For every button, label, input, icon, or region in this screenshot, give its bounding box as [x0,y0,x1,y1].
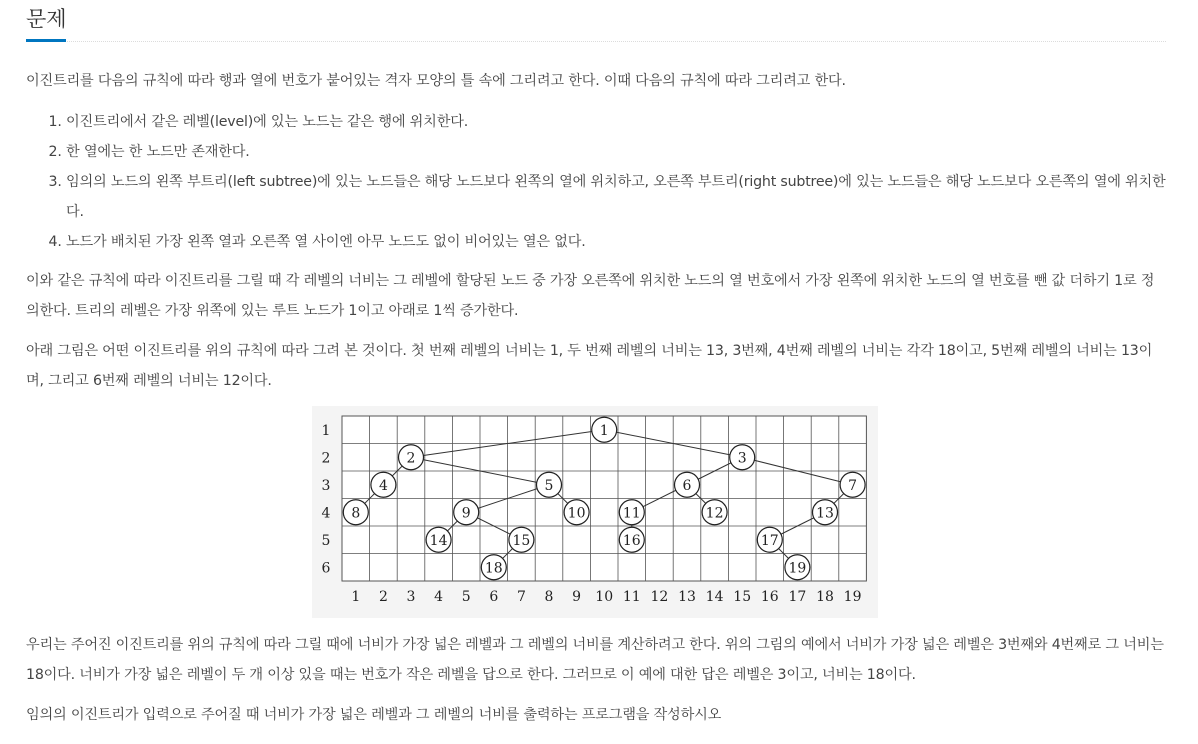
tree-node-label: 10 [567,505,586,522]
rules-list [26,107,1166,257]
row-label: 1 [321,422,331,439]
tree-node-label: 5 [544,477,554,494]
task-explanation-paragraph: 우리는 주어진 이진트리를 위의 규칙에 따라 그릴 때에 너비가 가장 넓은 레벨과 그 레벨의 너비를 계산하려고 한다. 위의 그림의 예에서 너비가 가장 넓은 레벨은 3번째와 4번째로 그 너비는 18이다. 너비가 가장 넓은 레벨이 두 개 이상 있을 때는 번호가 작은 레벨을 답으로 한다. 그러므로 이 예에 대한 답은 레벨은 3이고, 너비는 18이다. [26,637,1164,683]
tree-node-label: 19 [788,560,807,577]
tree-grid-svg [312,406,878,618]
tree-node-label: 16 [622,532,641,549]
col-label: 17 [788,589,807,605]
tree-grid-figure [312,406,878,618]
col-label: 4 [434,589,444,605]
tree-node-label: 15 [512,532,531,549]
tree-node-label: 1 [599,422,609,439]
tree-node-label: 7 [848,477,858,494]
row-label: 4 [321,505,331,522]
row-label: 2 [321,450,331,467]
rule-item: 2. 한 열에는 한 노드만 존재한다. [66,137,1166,167]
col-label: 16 [760,589,779,605]
tree-node-label: 14 [429,532,448,549]
col-label: 5 [461,589,471,605]
col-label: 2 [378,589,388,605]
tree-node-label: 12 [705,505,724,522]
row-label: 5 [321,532,331,549]
rule-item: 1. 이진트리에서 같은 레벨(level)에 있는 노드는 같은 행에 위치한다. [66,107,1166,137]
tree-node-label: 3 [737,450,747,467]
tree-node-label: 2 [406,450,416,467]
tree-node-label: 8 [351,505,361,522]
tree-node-label: 4 [378,477,388,494]
col-label: 3 [406,589,416,605]
heading-divider [26,41,1166,42]
col-label: 13 [678,589,696,605]
section-heading: 문제 [26,7,67,31]
col-label: 10 [595,589,614,605]
col-label: 8 [544,589,554,605]
row-label: 6 [321,560,331,577]
tree-node-label: 13 [816,505,834,522]
col-label: 7 [516,589,526,605]
col-label: 18 [816,589,834,605]
tree-node-label: 11 [622,505,641,522]
rule-item: 3. 임의의 노드의 왼쪽 부트리(left subtree)에 있는 노드들은 해당 노드보다 왼쪽의 열에 위치하고, 오른쪽 부트리(right subtree)에 있는 노드들은 해당 노드보다 오른쪽의 열에 위치한다. [66,167,1166,227]
tree-node-label: 18 [484,560,503,577]
tree-node-label: 6 [682,477,692,494]
col-label: 11 [622,589,641,605]
col-label: 9 [572,589,582,605]
col-label: 19 [843,589,862,605]
col-label: 1 [351,589,361,605]
intro-paragraph: 이진트리를 다음의 규칙에 따라 행과 열에 번호가 붙어있는 격자 모양의 틀 속에 그리려고 한다. 이때 다음의 규칙에 따라 그리려고 한다. [26,73,846,89]
row-label: 3 [321,477,331,494]
tree-node-label: 17 [760,532,779,549]
col-label: 12 [650,589,669,605]
width-definition-paragraph: 이와 같은 규칙에 따라 이진트리를 그릴 때 각 레벨의 너비는 그 레벨에 할당된 노드 중 가장 오른쪽에 위치한 노드의 열 번호에서 가장 왼쪽에 위치한 노드의 열 번호를 뺀 값 더하기 1로 정의한다. 트리의 레벨은 가장 위쪽에 있는 루트 노드가 1이고 아래로 1씩 증가한다. [26,273,1155,319]
heading-accent-bar [26,39,66,42]
figure-description-paragraph: 아래 그림은 어떤 이진트리를 위의 규칙에 따라 그려 본 것이다. 첫 번째 레벨의 너비는 1, 두 번째 레벨의 너비는 13, 3번째, 4번째 레벨의 너비는 각각 18이고, 5번째 레벨의 너비는 13이며, 그리고 6번째 레벨의 너비는 12이다. [26,343,1153,389]
col-label: 14 [705,589,724,605]
rule-item: 4. 노드가 배치된 가장 왼쪽 열과 오른쪽 열 사이엔 아무 노드도 없이 비어있는 열은 없다. [66,227,1166,257]
task-paragraph: 임의의 이진트리가 입력으로 주어질 때 너비가 가장 넓은 레벨과 그 레벨의 너비를 출력하는 프로그램을 작성하시오 [26,707,722,723]
tree-node-label: 9 [461,505,471,522]
col-label: 15 [733,589,752,605]
col-label: 6 [489,589,499,605]
